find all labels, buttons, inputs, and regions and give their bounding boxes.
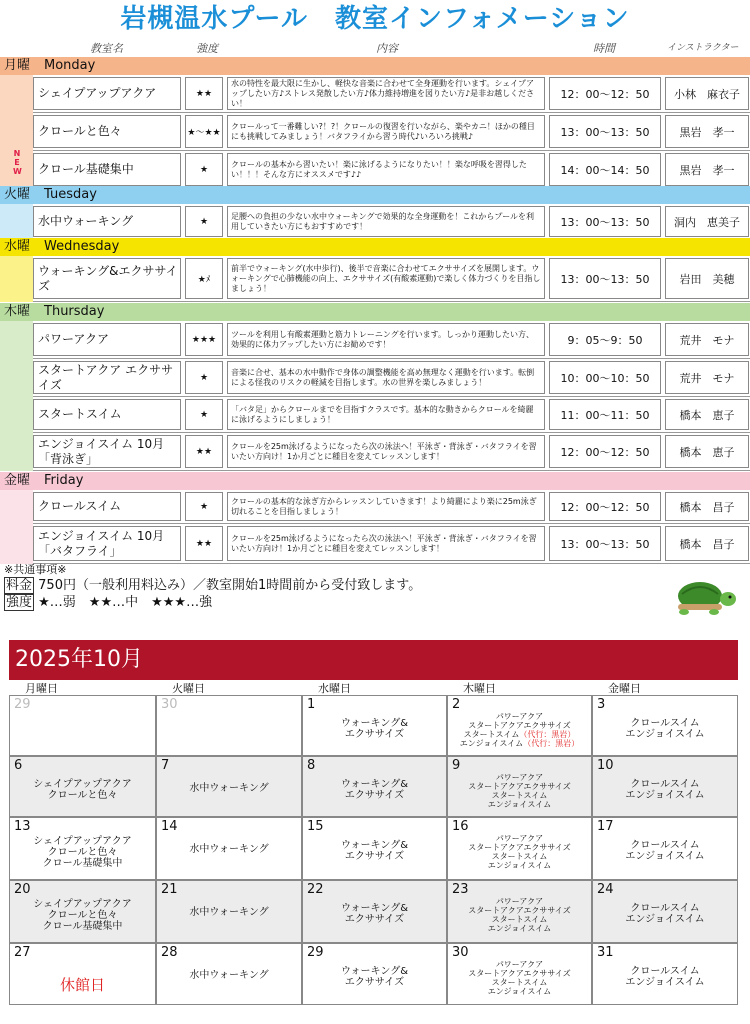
strength-label: 強度 xyxy=(6,595,33,610)
class-name: クロールスイム xyxy=(33,492,181,521)
day-number: 15 xyxy=(307,819,324,834)
day-number: 17 xyxy=(597,819,614,834)
calendar-event: パワーアクア xyxy=(495,897,544,906)
notes-heading: ※共通事項※ xyxy=(4,563,67,576)
calendar-day xyxy=(9,880,156,943)
fee-text: 750円（一般利用料込み）／教室開始1時間前から受付致します。 xyxy=(38,578,422,593)
calendar-day xyxy=(592,695,738,756)
calendar-event: エンジョイスイム xyxy=(625,977,705,988)
new-badge: N E W xyxy=(13,149,22,176)
class-time: 14：00〜14：50 xyxy=(549,153,661,186)
class-description: クロールって一番難しい?！?！クロールの復習を行いながら、楽やカニ！ほかの種目にも挑戦してみましょう！バタフライから習う時代♪いろいろ挑戦♪ xyxy=(227,115,545,148)
class-description: 足腰への負担の少ない水中ウォーキングで効果的な全身運動を！これからプールを利用していきたい方にもおすすめです！ xyxy=(227,206,545,237)
class-instructor: 黒岩 孝一 xyxy=(665,115,749,148)
class-time: 11：00〜11：50 xyxy=(549,399,661,430)
calendar-event: エンジョイスイム xyxy=(487,861,552,870)
day-en: Tuesday xyxy=(44,187,97,202)
col-header-name: 教室名 xyxy=(90,42,123,55)
calendar-event: エクササイズ xyxy=(344,977,405,988)
class-strength: ★ xyxy=(185,361,223,394)
class-instructor: 黒岩 孝一 xyxy=(665,153,749,186)
col-header-instructor: インストラクター xyxy=(667,43,739,53)
class-strength: ★★ xyxy=(185,77,223,110)
day-number: 8 xyxy=(307,758,316,773)
day-jp: 金曜 xyxy=(4,473,31,488)
calendar-event: 水中ウォーキング xyxy=(189,783,269,794)
day-number: 23 xyxy=(452,882,469,897)
day-jp: 火曜 xyxy=(4,187,31,202)
calendar-day xyxy=(156,943,302,1005)
strength-text: ★…弱 ★★…中 ★★★…強 xyxy=(38,595,213,610)
weekday-header: 木曜日 xyxy=(463,682,496,695)
class-instructor: 橋本 昌子 xyxy=(665,526,749,561)
class-description: 前半でウォーキング(水中歩行)、後半で音楽に合わせてエクササイズを展開します。ウォーキングで心肺機能の向上、エクササイズ(有酸素運動)で楽しく体力づくりを目指しましょう！ xyxy=(227,258,545,299)
day-number: 6 xyxy=(14,758,23,773)
calendar-day xyxy=(592,943,738,1005)
class-instructor: 荒井 モナ xyxy=(665,323,749,356)
calendar-event: スタートスイム xyxy=(491,791,548,800)
calendar-day xyxy=(9,943,156,1005)
calendar-day xyxy=(592,756,738,817)
calendar-day xyxy=(156,695,302,756)
weekday-header: 水曜日 xyxy=(318,682,351,695)
day-en: Monday xyxy=(44,58,96,73)
calendar-event: クロール基礎集中 xyxy=(42,858,123,869)
class-row xyxy=(33,359,750,397)
calendar-event: スタートアクアエクササイズ xyxy=(468,721,571,730)
calendar-event: スタートスイム xyxy=(491,978,548,987)
calendar-event: クロールスイム xyxy=(630,779,700,790)
day-number: 21 xyxy=(161,882,178,897)
class-strength: ★ xyxy=(185,399,223,430)
calendar-event: エンジョイスイム xyxy=(487,924,552,933)
class-row xyxy=(33,75,750,113)
calendar-event: エンジョイスイム xyxy=(625,914,705,925)
class-description: クロールを25m泳げるようになったら次の泳法へ！平泳ぎ・背泳ぎ・バタフライを習いたい方向け！1か月ごとに種目を変えてレッスンします！ xyxy=(227,435,545,468)
fee-label: 料金 xyxy=(6,578,33,593)
day-header xyxy=(0,303,750,321)
weekday-header: 火曜日 xyxy=(172,682,205,695)
class-name: クロールと色々 xyxy=(33,115,181,148)
calendar-event: クロールと色々 xyxy=(47,847,118,858)
day-number: 16 xyxy=(452,819,469,834)
calendar-event: パワーアクア xyxy=(495,834,544,843)
class-instructor: 小林 麻衣子 xyxy=(665,77,749,110)
notes-fee xyxy=(4,579,421,592)
calendar-event: エクササイズ xyxy=(344,729,405,740)
day-header xyxy=(0,472,750,490)
col-header-strength: 強度 xyxy=(196,42,218,55)
page-title: 岩槻温水プール 教室インフォメーション xyxy=(120,4,630,34)
class-time: 12：00〜12：50 xyxy=(549,77,661,110)
calendar-event: クロールと色々 xyxy=(47,790,118,801)
class-time: 13：00〜13：50 xyxy=(549,526,661,561)
calendar-day xyxy=(156,756,302,817)
class-description: クロールを25m泳げるようになったら次の泳法へ！平泳ぎ・背泳ぎ・バタフライを習いたい方向け！1か月ごとに種目を変えてレッスンします！ xyxy=(227,526,545,561)
calendar-day xyxy=(447,880,592,943)
weekday-header: 金曜日 xyxy=(608,682,641,695)
col-header-time: 時間 xyxy=(593,42,615,55)
calendar-event: パワーアクア xyxy=(495,960,544,969)
calendar-day xyxy=(302,756,447,817)
calendar-event: 水中ウォーキング xyxy=(189,907,269,918)
class-instructor: 橋本 恵子 xyxy=(665,399,749,430)
day-number: 20 xyxy=(14,882,31,897)
class-name: パワーアクア xyxy=(33,323,181,356)
class-description: 水の特性を最大限に生かし、軽快な音楽に合わせて全身運動を行います。シェイプアップしたい方♪ストレス発散したい方♪体力維持増進を図りたい方♪是非お越しください！ xyxy=(227,77,545,110)
class-strength: ★ﾒ xyxy=(185,258,223,299)
class-time: 13：00〜13：50 xyxy=(549,258,661,299)
substitute-note: （代行：黒岩） xyxy=(519,730,576,739)
calendar-event: スタートアクアエクササイズ xyxy=(468,969,571,978)
day-color-strip xyxy=(0,490,33,564)
calendar-day xyxy=(9,756,156,817)
class-time: 12：00〜12：50 xyxy=(549,435,661,468)
calendar-event: エンジョイスイム xyxy=(625,851,705,862)
day-number: 9 xyxy=(452,758,461,773)
calendar-event: シェイプアップアクア xyxy=(33,836,132,847)
calendar-event: スタートスイム（代行：黒岩） xyxy=(463,730,576,739)
day-number: 7 xyxy=(161,758,170,773)
day-jp: 月曜 xyxy=(4,58,31,73)
calendar-event: 水中ウォーキング xyxy=(189,844,269,855)
class-row xyxy=(33,151,750,189)
day-number: 29 xyxy=(307,945,324,960)
class-row xyxy=(33,433,750,471)
calendar-event: エンジョイスイム xyxy=(487,987,552,996)
day-number: 30 xyxy=(452,945,469,960)
day-number: 27 xyxy=(14,945,31,960)
class-name: クロール基礎集中 xyxy=(33,153,181,186)
calendar-event: エクササイズ xyxy=(344,790,405,801)
closed-label: 休館日 xyxy=(59,976,105,994)
class-name: エンジョイスイム 10月「バタフライ」 xyxy=(33,526,181,561)
notes-strength xyxy=(4,596,212,609)
class-name: エンジョイスイム 10月「背泳ぎ」 xyxy=(33,435,181,468)
weekday-header: 月曜日 xyxy=(25,682,58,695)
day-number: 14 xyxy=(161,819,178,834)
calendar-event: スタートスイム xyxy=(491,915,548,924)
class-strength: ★ xyxy=(185,206,223,237)
calendar-event: エクササイズ xyxy=(344,914,405,925)
class-strength: ★★ xyxy=(185,435,223,468)
calendar-event: クロール基礎集中 xyxy=(42,921,123,932)
class-instructor: 橋本 昌子 xyxy=(665,492,749,521)
calendar-event: エンジョイスイム（代行：黒岩） xyxy=(459,739,580,748)
calendar-day xyxy=(302,695,447,756)
calendar-day xyxy=(302,943,447,1005)
class-strength: ★ xyxy=(185,492,223,521)
class-name: ウォーキング&エクササイズ xyxy=(33,258,181,299)
class-instructor: 橋本 恵子 xyxy=(665,435,749,468)
calendar-day xyxy=(592,817,738,880)
class-row xyxy=(33,113,750,151)
day-number: 13 xyxy=(14,819,31,834)
class-strength: ★★ xyxy=(185,526,223,561)
calendar-event: スタートアクアエクササイズ xyxy=(468,843,571,852)
day-number: 31 xyxy=(597,945,614,960)
calendar-event: ウォーキング& xyxy=(340,903,409,914)
calendar-day xyxy=(9,817,156,880)
day-number: 28 xyxy=(161,945,178,960)
calendar-day xyxy=(592,880,738,943)
calendar-event: エンジョイスイム xyxy=(487,800,552,809)
day-en: Thursday xyxy=(44,304,105,319)
class-row xyxy=(33,397,750,433)
calendar-event: スタートアクアエクササイズ xyxy=(468,906,571,915)
turtle-illustration xyxy=(668,572,738,618)
calendar-event: クロールスイム xyxy=(630,903,700,914)
class-description: ツールを利用し有酸素運動と筋力トレーニングを行います。しっかり運動したい方、効果的に体力アップしたい方にお勧めです！ xyxy=(227,323,545,356)
day-number: 1 xyxy=(307,697,316,712)
class-row xyxy=(33,256,750,302)
substitute-note: （代行：黒岩） xyxy=(523,739,580,748)
class-instructor: 洞内 恵美子 xyxy=(665,206,749,237)
class-instructor: 岩田 美穂 xyxy=(665,258,749,299)
calendar-day xyxy=(447,756,592,817)
class-time: 10：00〜10：50 xyxy=(549,361,661,394)
day-color-strip xyxy=(0,204,33,240)
day-jp: 水曜 xyxy=(4,239,31,254)
calendar-event: パワーアクア xyxy=(495,712,544,721)
day-number: 24 xyxy=(597,882,614,897)
day-number: 22 xyxy=(307,882,324,897)
calendar-event: ウォーキング& xyxy=(340,718,409,729)
class-description: クロールの基本的な泳ぎ方からレッスンしていきます！より綺麗により楽に25m泳ぎ切れることを目指しましょう！ xyxy=(227,492,545,521)
calendar-day xyxy=(302,880,447,943)
calendar-day xyxy=(156,880,302,943)
calendar-day xyxy=(302,817,447,880)
class-time: 13：00〜13：50 xyxy=(549,206,661,237)
calendar-event: クロールスイム xyxy=(630,966,700,977)
day-number: 30 xyxy=(161,697,178,712)
calendar-event: パワーアクア xyxy=(495,773,544,782)
class-row xyxy=(33,204,750,240)
calendar-event: 水中ウォーキング xyxy=(189,970,269,981)
calendar-event: ウォーキング& xyxy=(340,840,409,851)
calendar-event: エクササイズ xyxy=(344,851,405,862)
day-number: 10 xyxy=(597,758,614,773)
day-en: Friday xyxy=(44,473,84,488)
day-number: 3 xyxy=(597,697,606,712)
calendar-event: シェイプアップアクア xyxy=(33,899,132,910)
calendar-day xyxy=(156,817,302,880)
class-description: クロールの基本から習いたい！楽に泳げるようになりたい！！楽な呼吸を習得したい！！！そんな方にオススメです♪♪ xyxy=(227,153,545,186)
calendar-event: スタートアクアエクササイズ xyxy=(468,782,571,791)
class-name: 水中ウォーキング xyxy=(33,206,181,237)
class-strength: ★〜★★ xyxy=(185,115,223,148)
calendar-event: ウォーキング& xyxy=(340,966,409,977)
calendar-title: 2025年10月 xyxy=(9,640,738,680)
class-time: 9：05〜9：50 xyxy=(549,323,661,356)
calendar-event: クロールスイム xyxy=(630,840,700,851)
calendar-event: エンジョイスイム xyxy=(625,729,705,740)
class-description: 「バタ足」からクロールまでを目指すクラスです。基本的な動きからクロールを綺麗に泳げるようにしましょう！ xyxy=(227,399,545,430)
class-row xyxy=(33,321,750,359)
col-header-content: 内容 xyxy=(376,42,398,55)
class-row xyxy=(33,524,750,564)
class-name: スタートスイム xyxy=(33,399,181,430)
calendar-event: クロールスイム xyxy=(630,718,700,729)
class-instructor: 荒井 モナ xyxy=(665,361,749,394)
calendar-event: クロールと色々 xyxy=(47,910,118,921)
day-number: 2 xyxy=(452,697,461,712)
calendar-event: シェイプアップアクア xyxy=(33,779,132,790)
day-header xyxy=(0,238,750,256)
day-header xyxy=(0,57,750,75)
class-time: 13：00〜13：50 xyxy=(549,115,661,148)
class-time: 12：00〜12：50 xyxy=(549,492,661,521)
day-color-strip xyxy=(0,256,33,302)
calendar-day xyxy=(9,695,156,756)
class-name: スタートアクア エクササイズ xyxy=(33,361,181,394)
day-en: Wednesday xyxy=(44,239,120,254)
class-row xyxy=(33,490,750,524)
calendar-event: エンジョイスイム xyxy=(625,790,705,801)
day-color-strip xyxy=(0,321,33,471)
calendar-event: ウォーキング& xyxy=(340,779,409,790)
class-strength: ★ xyxy=(185,153,223,186)
class-description: 音楽に合せ、基本の水中動作で身体の調整機能を高め無理なく運動を行います。転倒による怪我のリスクの軽減を目指します。水の世界を楽しみましょう！ xyxy=(227,361,545,394)
day-number: 29 xyxy=(14,697,31,712)
day-jp: 木曜 xyxy=(4,304,31,319)
calendar-day xyxy=(447,695,592,756)
calendar-day xyxy=(447,817,592,880)
calendar-day xyxy=(447,943,592,1005)
calendar-event: スタートスイム xyxy=(491,852,548,861)
class-strength: ★★★ xyxy=(185,323,223,356)
class-name: シェイプアップアクア xyxy=(33,77,181,110)
day-header xyxy=(0,186,750,204)
